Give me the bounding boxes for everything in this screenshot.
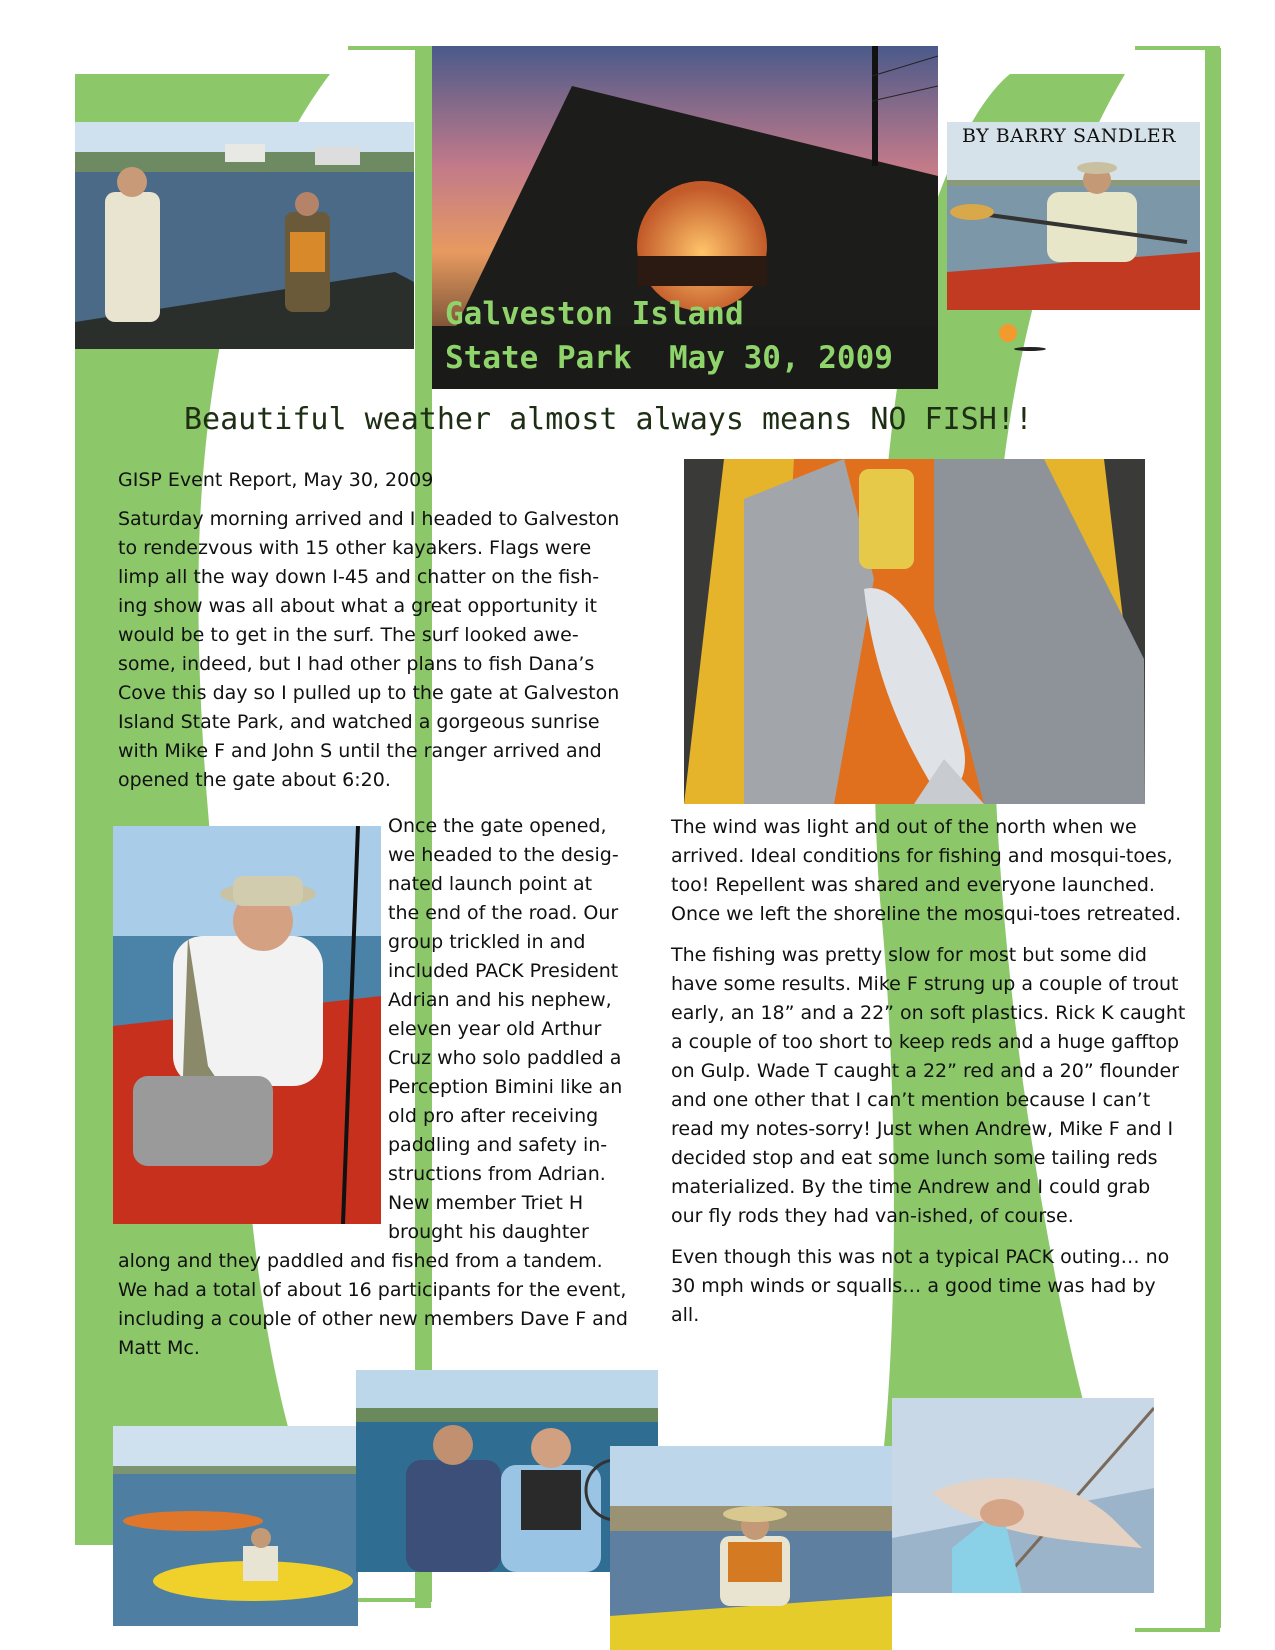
- intro-label: GISP Event Report, May 30, 2009: [118, 469, 434, 491]
- paragraph-2-continued: along and they paddled and fished from a tandem. We had a total of about 16 participants for the event, including a couple of other new members Dave F and Matt Mc.: [118, 1250, 628, 1359]
- paragraph-3: The wind was light and out of the north when we arrived. Ideal conditions for fishing and mosqui-toes, too! Repellent was shared and everyone launched. Once we left the shoreline the mosqui-toes retreated.: [671, 816, 1182, 925]
- wrapped-paragraph-2: Once the gate opened, we headed to the desig-nated launch point at the end of the road. Our group trickled in and included PACK President Adrian and his nephew, eleven year old Arthur Cruz who solo paddled a Perception Bimini like an old pro after receiving paddling and safety in-structions from Adrian. New member Triet H brought his daughter: [388, 815, 623, 1243]
- paragraph-4: The fishing was pretty slow for most but some did have some results. Mike F strung up a couple of trout early, an 18” and a 22” on soft plastics. Rick K caught a couple of too short to keep reds and a huge gafftop on Gulp. Wade T caught a 22” red and a 20” flounder and one other that I can’t mention because I can’t read my notes-sorry! Just when Andrew, Mike F and I decided stop and eat some lunch some tailing reds materialized. By the time Andrew and I could grab our fly rods they had van-ished, of course.: [671, 944, 1186, 1227]
- paragraph-1: Saturday morning arrived and I headed to Galveston to rendezvous with 15 other kayakers. Flags were limp all the way down I-45 and chatter on the fish-ing show was all about what a great opportunity it would be to get in the surf. The surf looked awe-some, indeed, but I had other plans to fish Dana’s Cove this day so I pulled up to the gate at Galveston Island State Park, and watched a gorgeous sunrise with Mike F and John S until the ranger arrived and opened the gate about 6:20.: [118, 508, 620, 791]
- headline: Beautiful weather almost always means NO FISH!!: [184, 402, 1033, 437]
- paragraph-5: Even though this was not a typical PACK outing… no 30 mph winds or squalls… a good time was had by all.: [671, 1246, 1170, 1326]
- angler-with-hat-photo: [610, 1446, 892, 1650]
- redfish-in-kayak-photo: [684, 459, 1145, 804]
- hand-holding-fish-photo: [892, 1398, 1154, 1593]
- sunset-header-photo: [432, 46, 938, 389]
- two-anglers-photo: [75, 122, 414, 349]
- byline: BY BARRY SANDLER: [962, 125, 1176, 147]
- title-line-1: Galveston Island: [445, 296, 744, 332]
- author-kayak-photo: [947, 122, 1200, 310]
- right-column-text: [671, 813, 1186, 1342]
- trout-catch-photo: [113, 826, 381, 1224]
- left-column-text: [118, 466, 628, 807]
- kayakers-on-water-photo: [113, 1426, 358, 1626]
- title-line-2: State Park May 30, 2009: [445, 340, 893, 376]
